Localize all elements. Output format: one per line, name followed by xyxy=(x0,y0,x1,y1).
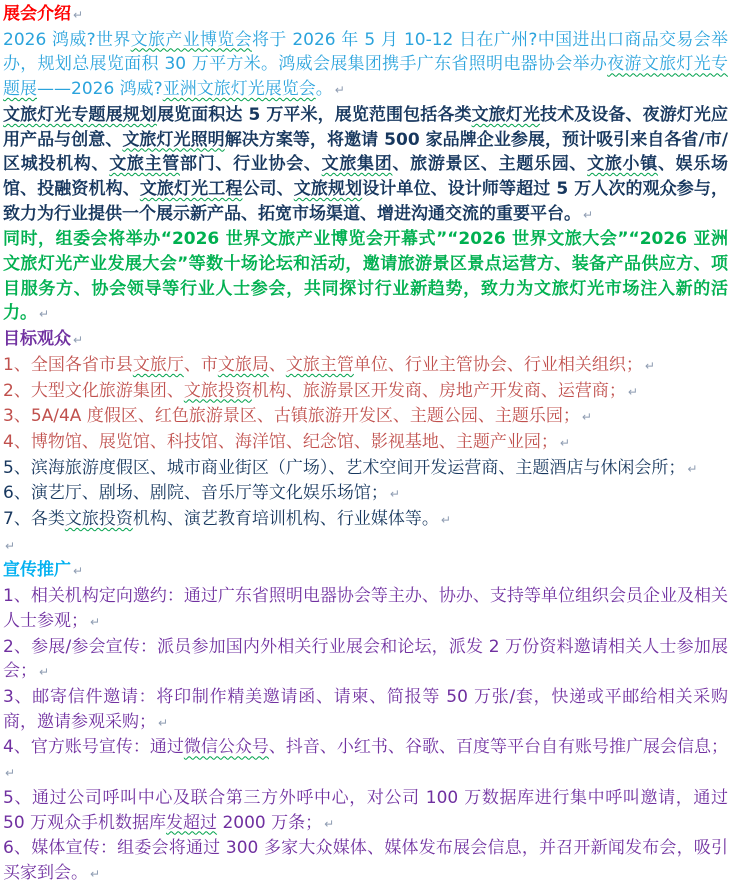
paragraph-mark-icon: ↵ xyxy=(644,358,655,373)
paragraph-mark-icon: ↵ xyxy=(324,816,335,831)
section-heading-target-audience xyxy=(3,327,728,353)
text-run: 单位、行业主管协会、行业相关组织； xyxy=(353,354,643,375)
text-run: 2000 万条； xyxy=(217,812,323,833)
para-exhibition-overview xyxy=(3,28,728,103)
paragraph-mark-icon: ↵ xyxy=(627,384,638,399)
paragraph-mark-icon: ↵ xyxy=(73,564,84,579)
text-run: 6、媒体宣传：组委会将通过 300 多家大众媒体、媒体发布展会信息，并召开新闻发布会，吸引买家到会。 xyxy=(3,838,728,883)
text-run: 将于 2026 年 5 月 10-12 日在广州?中国进出口商品交易会举办，规划总展览面积 30 万平方米。鸿威会展集团携手广东省照明电器协会举办 xyxy=(3,29,728,75)
section-heading-exhibition-intro xyxy=(3,2,728,28)
text-run: 、旅游景区、主题乐园、 xyxy=(392,154,588,175)
spellcheck-flagged-text: 夜游文旅灯光专题展 xyxy=(3,54,728,100)
spellcheck-flagged-text: 文旅主管 xyxy=(285,354,354,375)
text-run: 1、相关机构定向邀约：通过广东省照明电器协会等主办、协办、支持等单位组织会员企业及相关人士参观； xyxy=(3,586,728,631)
paragraph-mark-icon: ↵ xyxy=(39,307,50,322)
paragraph-mark-icon: ↵ xyxy=(73,333,84,348)
text-run: 5、通过公司呼叫中心及联合第三方外呼中心，对公司 100 万数据库进行集中呼叫邀请，通过 50 万观众手机数据库 xyxy=(3,787,728,833)
text-run: 5、滨海旅游度假区、城市商业街区（广场）、艺术空间开发运营商、主题酒店与休闲会所； xyxy=(3,457,686,478)
paragraph-mark-icon: ↵ xyxy=(5,766,16,781)
para-forums-events xyxy=(3,227,728,327)
paragraph-mark-icon: ↵ xyxy=(73,8,84,22)
text-run: 展会介绍 xyxy=(3,4,71,24)
spellcheck-flagged-text: 文旅产业博览会 xyxy=(130,29,252,50)
spellcheck-flagged-text: 文旅厅 xyxy=(132,354,184,375)
spellcheck-flagged-text: 文旅投资 xyxy=(183,380,252,401)
paragraph-mark-icon: ↵ xyxy=(583,207,594,222)
text-run: 2、参展/参会宣传：派员参加国内外相关行业展会和论坛，派发 2 万份资料邀请相关人士参加展会； xyxy=(3,636,728,682)
promo-item-2 xyxy=(3,635,728,685)
text-run: ——2026 鸿威? xyxy=(37,79,163,100)
promo-item-5 xyxy=(3,786,728,836)
para-exhibition-scale xyxy=(3,103,728,228)
empty-paragraph xyxy=(3,533,728,559)
audience-item-2 xyxy=(3,379,728,405)
text-run: 解决方案等，将邀请 500 家品牌企业参展，预计吸引来自各省/市/区城投机构、 xyxy=(3,129,728,175)
spellcheck-flagged-text: 文旅局 xyxy=(217,354,269,375)
text-run: 2、大型文化旅游集团、 xyxy=(3,380,184,401)
text-run: 3、5A/4A 度假区、红色旅游景区、古镇旅游开发区、主题公园、主题乐园； xyxy=(3,406,580,427)
paragraph-mark-icon: ↵ xyxy=(581,410,592,425)
paragraph-mark-icon: ↵ xyxy=(39,665,50,680)
promo-item-3 xyxy=(3,685,728,735)
text-run: 6、演艺厅、剧场、剧院、音乐厅等文化娱乐场馆； xyxy=(3,483,388,504)
text-run: 技术及设备、夜游灯光应用产品与创意、 xyxy=(3,104,729,150)
text-run: 宣传推广 xyxy=(3,560,71,581)
text-run: 、 xyxy=(268,354,286,375)
text-run: 1、全国各省市县 xyxy=(3,354,133,375)
audience-item-3 xyxy=(3,404,728,430)
text-run: 设计单位、设计师等超过 5 万人次的观众参与，致力为行业提供一个展示新产品、拓宽市场渠道、增进沟通交流的重要平台。 xyxy=(3,178,729,224)
text-run: 4、博物馆、展览馆、科技馆、海洋馆、纪念馆、影视基地、主题产业园； xyxy=(3,431,558,452)
audience-item-5 xyxy=(3,456,728,482)
spellcheck-flagged-text: 发超过 xyxy=(166,812,218,833)
text-run: 3、邮寄信件邀请：将印制作精美邀请函、请柬、简报等 50 万张/套，快递或平邮给相关采购商，邀请参观采购； xyxy=(3,686,728,732)
text-run: 展览面积达 5 万平米，展览范围包括各类 xyxy=(156,104,472,125)
text-run: 2026 鸿威?世界 xyxy=(3,29,131,50)
promo-item-4 xyxy=(3,735,728,785)
text-run: 公司、 xyxy=(242,178,294,199)
text-run: 、抖音、小红书、谷歌、百度等平台自有账号推广展会信息； xyxy=(268,737,729,758)
spellcheck-flagged-text: 文旅集团 xyxy=(321,154,393,175)
section-heading-promotion xyxy=(3,558,728,584)
spellcheck-flagged-text: 文旅投资 xyxy=(64,509,133,530)
paragraph-mark-icon: ↵ xyxy=(5,538,16,553)
spellcheck-flagged-text: 文旅灯光 xyxy=(471,104,540,125)
text-run: 部门、行业协会、 xyxy=(180,154,322,175)
text-run: 机构、旅游景区开发商、房地产开发商、运营商； xyxy=(251,380,626,401)
paragraph-mark-icon: ↵ xyxy=(440,513,451,528)
text-run: 、市 xyxy=(183,354,218,375)
text-run: 7、各类 xyxy=(3,509,65,530)
document-body xyxy=(3,2,728,887)
spellcheck-flagged-text: 文旅主管 xyxy=(109,154,181,175)
audience-item-6 xyxy=(3,481,728,507)
spellcheck-flagged-text: 文旅灯光专题展规划 xyxy=(3,104,157,125)
audience-item-1 xyxy=(3,353,728,379)
paragraph-mark-icon: ↵ xyxy=(687,461,698,476)
text-run: 机构、演艺教育培训机构、行业媒体等。 xyxy=(132,509,439,530)
spellcheck-flagged-text: 文旅灯光工程 xyxy=(139,178,243,199)
spellcheck-flagged-text: 文旅规划 xyxy=(293,178,363,199)
text-run: 同时，组委会将举办“2026 世界文旅产业博览会开幕式”“2026 世界文旅大会”“2026 亚洲文旅灯光产业发展大会”等数十场论坛和活动，邀请旅游景区景点运营方、装备产品供应方、项目服务方、协会领导等行业人士参会，共同探讨行业新趋势，致力为文旅灯光市场注入新的活力。 xyxy=(3,229,728,324)
promo-item-6 xyxy=(3,836,728,886)
spellcheck-flagged-text: 文旅灯光照明 xyxy=(122,129,225,150)
spellcheck-flagged-text: 亚洲文旅灯光展览会 xyxy=(162,79,316,100)
spellcheck-flagged-text: 微信公众号 xyxy=(183,737,269,758)
text-run: 。 xyxy=(315,79,333,100)
text-run: 目标观众 xyxy=(3,329,71,350)
paragraph-mark-icon: ↵ xyxy=(90,614,101,629)
spellcheck-flagged-text: 文旅小镇 xyxy=(587,154,658,175)
audience-item-7 xyxy=(3,507,728,533)
paragraph-mark-icon: ↵ xyxy=(559,435,570,450)
promo-item-1 xyxy=(3,584,728,634)
paragraph-mark-icon: ↵ xyxy=(90,866,101,881)
paragraph-mark-icon: ↵ xyxy=(334,83,345,98)
paragraph-mark-icon: ↵ xyxy=(389,487,400,502)
audience-item-4 xyxy=(3,430,728,456)
paragraph-mark-icon: ↵ xyxy=(158,715,169,730)
text-run: 、娱乐场馆、投融资机构、 xyxy=(3,154,729,199)
text-run: 4、官方账号宣传：通过 xyxy=(3,737,184,758)
